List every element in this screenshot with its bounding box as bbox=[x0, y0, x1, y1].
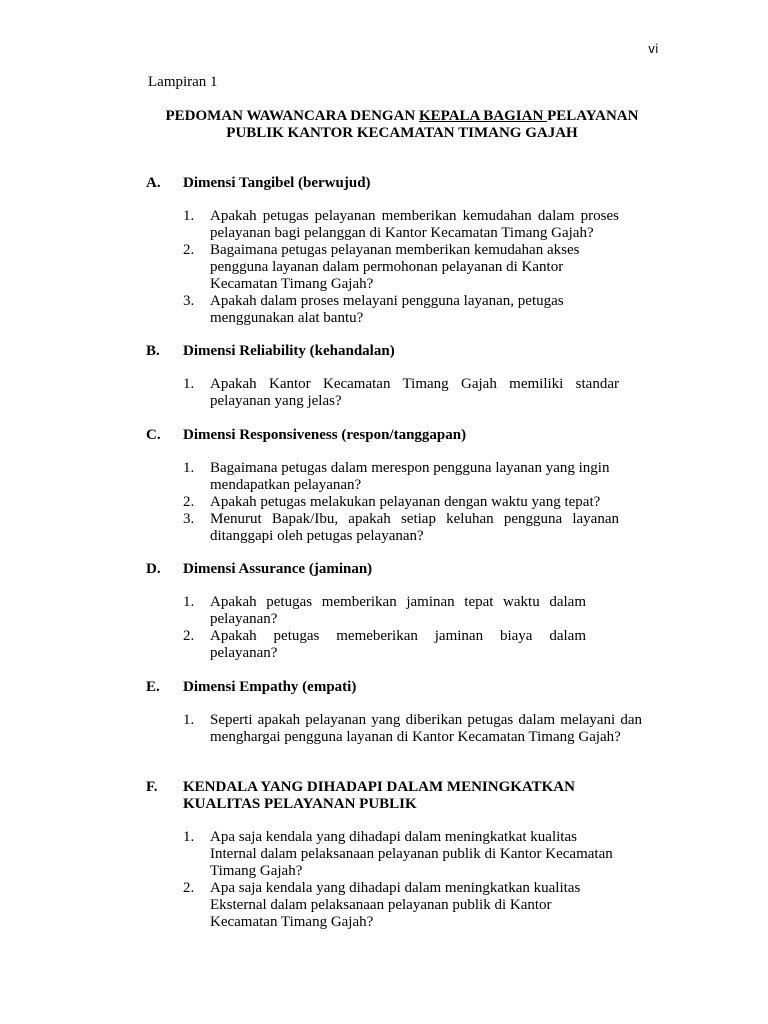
list-item bbox=[146, 208, 619, 242]
item-number: 1. bbox=[183, 829, 195, 845]
question-list bbox=[146, 460, 646, 545]
list-item bbox=[146, 376, 619, 410]
list-item bbox=[146, 829, 619, 880]
section-letter: A. bbox=[146, 175, 161, 191]
item-text: Bagaimana petugas dalam merespon pengguna layanan yang ingin mendapatkan pelayanan? bbox=[210, 460, 610, 493]
item-number: 1. bbox=[183, 712, 195, 728]
item-text: Apakah petugas memberikan jaminan tepat waktu dalam pelayanan? bbox=[210, 594, 586, 627]
item-text: Apa saja kendala yang dihadapi dalam meningkatkan kualitas Eksternal dalam pelaksanaan pelayanan publik di Kantor Kecamatan Timang Gajah? bbox=[210, 880, 581, 930]
section-letter: C. bbox=[146, 427, 161, 443]
title-underlined: KEPALA BAGIAN bbox=[418, 108, 548, 124]
title-part-2: PELAYANAN PUBLIK KANTOR KECAMATAN TIMANG GAJAH bbox=[226, 108, 639, 141]
question-list bbox=[146, 829, 646, 931]
section-letter: F. bbox=[146, 779, 158, 795]
item-number: 2. bbox=[183, 880, 195, 896]
question-list bbox=[146, 594, 646, 662]
document-title bbox=[140, 108, 664, 142]
list-item bbox=[146, 494, 619, 511]
item-number: 3. bbox=[183, 293, 195, 309]
section-letter: E. bbox=[146, 679, 160, 695]
item-number: 2. bbox=[183, 628, 195, 644]
section-heading bbox=[146, 779, 646, 813]
section-title: Dimensi Assurance (jaminan) bbox=[183, 561, 373, 577]
item-text: Menurut Bapak/Ibu, apakah setiap keluhan pengguna layanan ditanggapi oleh petugas pelayanan? bbox=[210, 511, 619, 544]
item-number: 1. bbox=[183, 594, 195, 610]
section-title: Dimensi Tangibel (berwujud) bbox=[183, 175, 371, 191]
item-number: 1. bbox=[183, 208, 195, 224]
list-item bbox=[146, 594, 586, 628]
section-title: Dimensi Responsiveness (respon/tanggapan) bbox=[183, 427, 467, 443]
section-title: Dimensi Reliability (kehandalan) bbox=[183, 343, 395, 359]
question-list bbox=[146, 208, 646, 327]
section-e bbox=[146, 679, 646, 746]
section-title: KENDALA YANG DIHADAPI DALAM MENINGKATKAN KUALITAS PELAYANAN PUBLIK bbox=[183, 779, 575, 812]
section-c bbox=[146, 427, 646, 545]
section-heading bbox=[146, 343, 646, 360]
section-title: Dimensi Empathy (empati) bbox=[183, 679, 357, 695]
item-text: Seperti apakah pelayanan yang diberikan petugas dalam melayani dan menghargai pengguna layanan di Kantor Kecamatan Timang Gajah? bbox=[210, 712, 642, 745]
list-item bbox=[146, 712, 642, 746]
list-item bbox=[146, 511, 619, 545]
appendix-label: Lampiran 1 bbox=[148, 74, 218, 90]
section-heading bbox=[146, 679, 646, 696]
item-text: Bagaimana petugas pelayanan memberikan kemudahan akses pengguna layanan dalam permohonan pelayanan di Kantor Kecamatan Timang Gajah? bbox=[210, 242, 580, 292]
section-d bbox=[146, 561, 646, 662]
item-text: Apakah petugas melakukan pelayanan dengan waktu yang tepat? bbox=[210, 494, 601, 510]
list-item bbox=[146, 880, 619, 931]
item-text: Apakah Kantor Kecamatan Timang Gajah memiliki standar pelayanan yang jelas? bbox=[210, 376, 619, 409]
item-number: 2. bbox=[183, 494, 195, 510]
page-number: vi bbox=[648, 42, 659, 56]
item-number: 3. bbox=[183, 511, 195, 527]
list-item bbox=[146, 242, 619, 293]
item-number: 1. bbox=[183, 376, 195, 392]
item-text: Apakah petugas pelayanan memberikan kemudahan dalam proses pelayanan bagi pelanggan di Kantor Kecamatan Timang Gajah? bbox=[210, 208, 619, 241]
list-item bbox=[146, 460, 619, 494]
question-list bbox=[146, 376, 646, 410]
section-heading bbox=[146, 427, 646, 444]
section-heading bbox=[146, 561, 646, 578]
section-letter: D. bbox=[146, 561, 161, 577]
item-text: Apakah petugas memeberikan jaminan biaya dalam pelayanan? bbox=[210, 628, 586, 661]
list-item bbox=[146, 628, 586, 662]
list-item bbox=[146, 293, 619, 327]
item-text: Apa saja kendala yang dihadapi dalam meningkatkat kualitas Internal dalam pelaksanaan pelayanan publik di Kantor Kecamatan Timang Gajah? bbox=[210, 829, 613, 879]
section-heading bbox=[146, 175, 646, 192]
item-number: 2. bbox=[183, 242, 195, 258]
section-letter: B. bbox=[146, 343, 160, 359]
question-list bbox=[146, 712, 646, 746]
section-f bbox=[146, 779, 646, 931]
item-number: 1. bbox=[183, 460, 195, 476]
item-text: Apakah dalam proses melayani pengguna layanan, petugas menggunakan alat bantu? bbox=[210, 293, 564, 326]
section-a bbox=[146, 175, 646, 327]
title-part-1: PEDOMAN WAWANCARA DENGAN bbox=[165, 108, 419, 124]
section-b bbox=[146, 343, 646, 410]
